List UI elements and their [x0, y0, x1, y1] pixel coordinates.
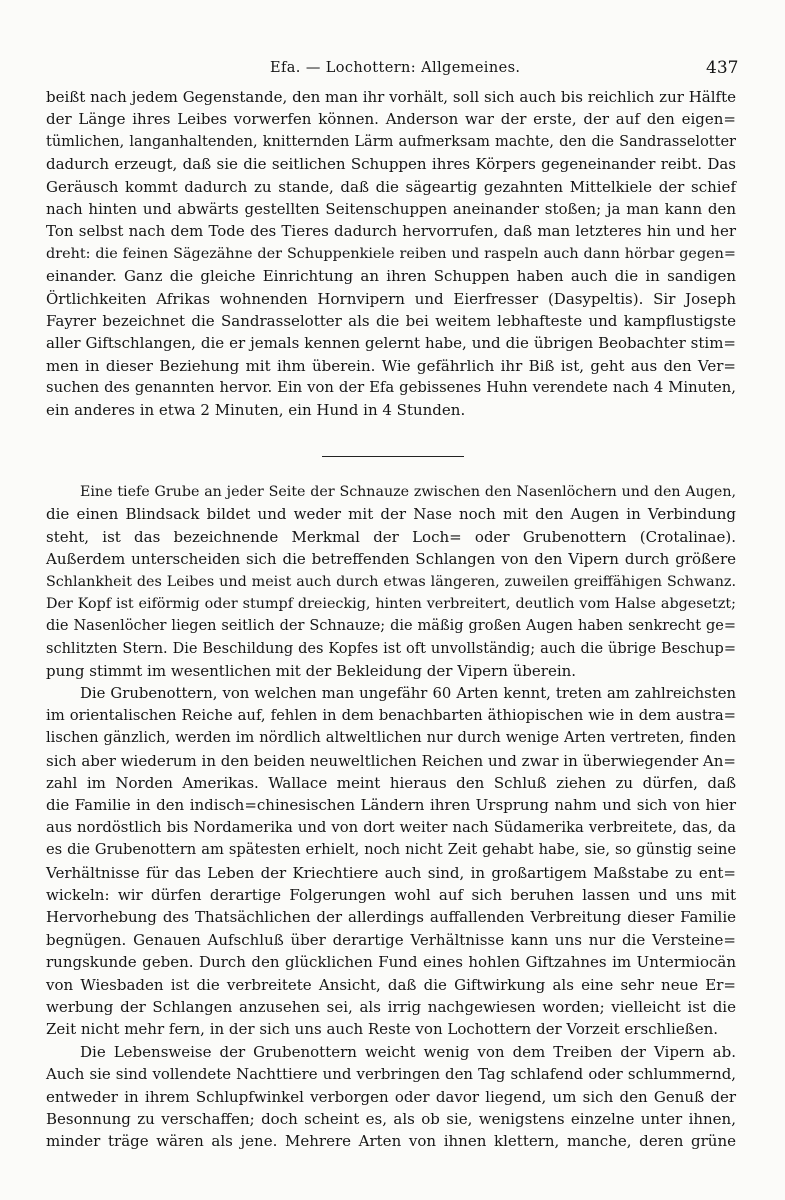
- text-line: dadurch erzeugt, daß sie die seitlichen Schuppen ihres Körpers gegeneinander reibt. Das: [46, 155, 736, 174]
- text-line: dreht: die feinen Sägezähne der Schuppenkiele reiben und raspeln auch dann hörbar gegen=: [46, 245, 736, 262]
- section-bottom-text: [46, 481, 736, 1153]
- text-line: Fayrer bezeichnet die Sandrasselotter als die bei weitem lebhafteste und kampflustigste: [46, 311, 736, 330]
- text-line: Eine tiefe Grube an jeder Seite der Schnauze zwischen den Nasenlöchern und den Augen,: [80, 484, 736, 500]
- text-line: ein anderes in etwa 2 Minuten, ein Hund in 4 Stunden.: [46, 401, 466, 420]
- text-line: wickeln: wir dürfen derartige Folgerungen wohl auf sich beruhen lassen und uns mit: [46, 886, 736, 905]
- text-line: Ton selbst nach dem Tode des Tieres dadurch hervorrufen, daß man letzteres hin und her: [46, 222, 736, 241]
- text-line: von Wiesbaden ist die verbreitete Ansicht, daß die Giftwirkung als eine sehr neue Er=: [46, 975, 736, 994]
- text-line: Die Grubenottern, von welchen man ungefähr 60 Arten kennt, treten am zahlreichsten: [80, 684, 736, 702]
- text-line: sich aber wiederum in den beiden neuweltlichen Reichen und zwar in überwiegender An=: [46, 751, 736, 770]
- text-line: lischen gänzlich, werden im nördlich altweltlichen nur durch wenige Arten vertreten, finden: [46, 729, 736, 747]
- text-line: nach hinten und abwärts gestellten Seitenschuppen aneinander stoßen; ja man kann den: [46, 199, 736, 218]
- text-line: Der Kopf ist eiförmig oder stumpf dreieckig, hinten verbreitert, deutlich vom Halse abgesetzt;: [46, 595, 736, 612]
- text-line: tümlichen, langanhaltenden, knitternden Lärm aufmerksam machte, den die Sandrasselotter: [46, 133, 736, 150]
- text-line: Verhältnisse für das Leben der Kriechtiere auch sind, in großartigem Maßstabe zu ent=: [46, 863, 736, 882]
- text-line: es die Grubenottern am spätesten erhielt, noch nicht Zeit gehabt habe, sie, so günstig seine: [46, 841, 736, 859]
- text-line: schlitzten Stern. Die Beschildung des Kopfes ist oft unvollständig; auch die übrige Beschup=: [46, 640, 736, 657]
- text-line: Hervorhebung des Thatsächlichen der allerdings auffallenden Verbreitung dieser Familie: [46, 908, 736, 927]
- text-line: Außerdem unterscheiden sich die betreffenden Schlangen von den Vipern durch größere: [46, 550, 736, 569]
- text-line: einander. Ganz die gleiche Einrichtung an ihren Schuppen haben auch die in sandigen: [46, 267, 736, 286]
- text-line: der Länge ihres Leibes vorwerfen können. Anderson war der erste, der auf den eigen=: [46, 110, 736, 129]
- text-line: steht, ist das bezeichnende Merkmal der Loch= oder Grubenottern (Crotalinae).: [46, 527, 736, 546]
- text-line: Zeit nicht mehr fern, in der sich uns auch Reste von Lochottern der Vorzeit erschließen.: [46, 1020, 719, 1039]
- text-line: Örtlichkeiten Afrikas wohnenden Hornvipern und Eierfresser (Dasypeltis). Sir Joseph: [46, 289, 736, 308]
- text-line: Geräusch kommt dadurch zu stande, daß die sägeartig gezahnten Mittelkiele der schief: [46, 177, 736, 196]
- text-line: Die Lebensweise der Grubenottern weicht wenig von dem Treiben der Vipern ab.: [80, 1042, 736, 1061]
- text-line: die Nasenlöcher liegen seitlich der Schnauze; die mäßig großen Augen haben senkrecht ge=: [46, 618, 736, 635]
- text-line: werbung der Schlangen anzusehen sei, als irrig nachgewiesen worden; vielleicht ist die: [46, 997, 736, 1016]
- text-line: zahl im Norden Amerikas. Wallace meint hieraus den Schluß ziehen zu dürfen, daß: [46, 774, 736, 793]
- text-line: begnügen. Genauen Aufschluß über derartige Verhältnisse kann uns nur die Versteine=: [46, 930, 736, 949]
- text-line: Besonnung zu verschaffen; doch scheint es, als ob sie, wenigstens einzelne unter ihnen,: [46, 1109, 736, 1128]
- running-title: Efa. — Lochottern: Allgemeines.: [270, 60, 521, 76]
- running-header: [0, 54, 785, 84]
- text-line: suchen des genannten hervor. Ein von der Efa gebissenes Huhn verendete nach 4 Minuten,: [46, 379, 736, 397]
- text-line: rungskunde geben. Durch den glücklichen Fund eines hohlen Giftzahnes im Untermiocän: [46, 953, 736, 972]
- text-line: im orientalischen Reiche auf, fehlen in dem benachbarten äthiopischen wie in dem austra=: [46, 706, 736, 724]
- text-line: aller Giftschlangen, die er jemals kennen gelernt habe, und die übrigen Beobachter stim=: [46, 334, 736, 353]
- text-line: men in dieser Beziehung mit ihm überein. Wie gefährlich ihr Biß ist, geht aus den Ver=: [46, 356, 736, 375]
- section-divider: [322, 456, 464, 457]
- text-line: minder träge wären als jene. Mehrere Arten von ihnen klettern, manche, deren grüne: [46, 1132, 736, 1151]
- text-line: die einen Blindsack bildet und weder mit der Nase noch mit den Augen in Verbindung: [46, 505, 736, 524]
- text-line: pung stimmt im wesentlichen mit der Bekleidung der Vipern überein.: [46, 662, 577, 681]
- text-line: entweder in ihrem Schlupfwinkel verborgen oder davor liegend, um sich den Genuß der: [46, 1087, 736, 1106]
- page-number: 437: [706, 58, 739, 78]
- text-line: die Familie in den indisch=chinesischen Ländern ihren Ursprung nahm und sich von hier: [46, 796, 736, 815]
- text-line: Auch sie sind vollendete Nachttiere und verbringen den Tag schlafend oder schlummernd,: [46, 1065, 736, 1084]
- text-line: beißt nach jedem Gegenstande, den man ihr vorhält, soll sich auch bis reichlich zur Hälfte: [46, 88, 736, 106]
- text-line: Schlankheit des Leibes und meist auch durch etwas längeren, zuweilen greiffähigen Schwanz.: [46, 573, 736, 590]
- section-top-text: [46, 86, 736, 422]
- text-line: aus nordöstlich bis Nordamerika und von dort weiter nach Südamerika verbreitete, das, da: [46, 818, 736, 836]
